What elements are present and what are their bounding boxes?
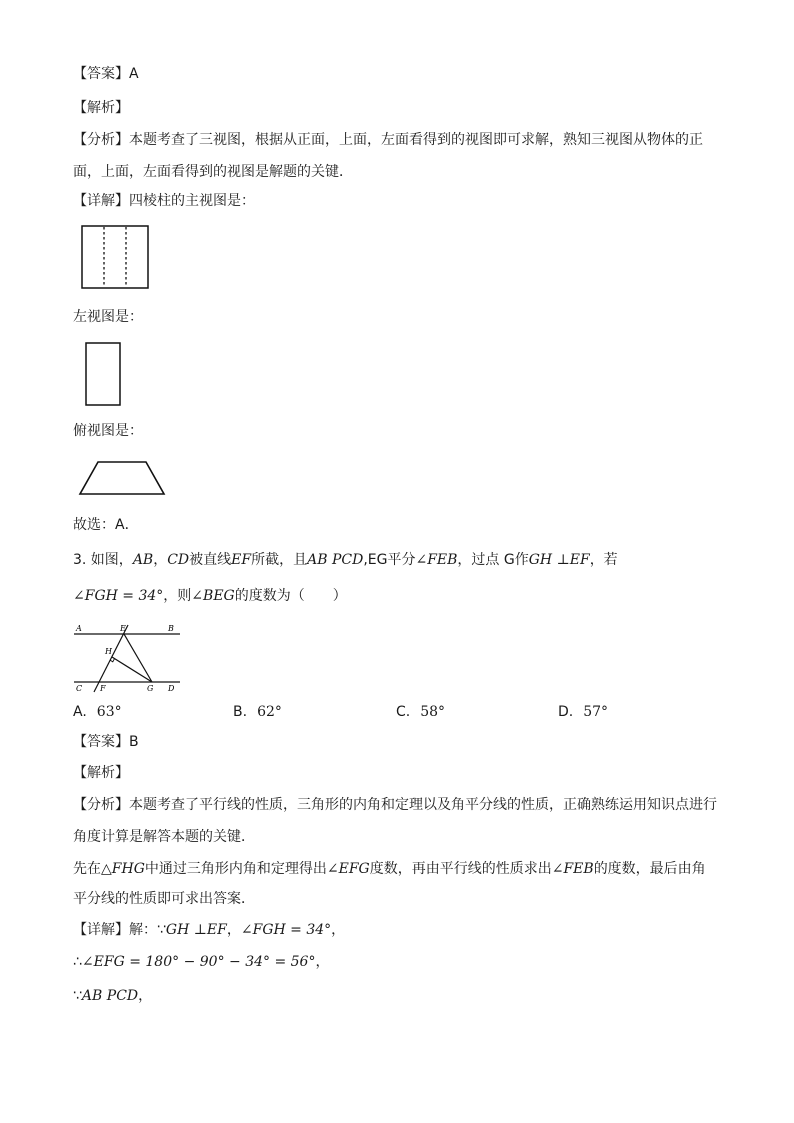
left-view-figure	[84, 341, 124, 407]
q2-left-view-label: 左视图是：	[73, 309, 143, 325]
label-e: E	[120, 624, 126, 633]
q2-detail-line: 【详解】四棱柱的主视图是：	[73, 193, 255, 209]
segment-gh	[112, 657, 152, 682]
option-c: C. 58°	[396, 704, 446, 720]
q3-stem-line2: ∠FGH = 34°，则∠BEG的度数为（ ）	[73, 588, 347, 604]
front-view-figure	[80, 224, 150, 290]
top-view-figure	[76, 459, 168, 499]
label-d: D	[168, 684, 175, 693]
q2-analysis-line2: 面，上面，左面看得到的视图是解题的关键．	[73, 164, 353, 180]
option-d: D. 57°	[558, 704, 609, 720]
front-view-outline	[82, 226, 148, 288]
option-b: B. 62°	[233, 704, 282, 720]
q3-detail-line3: ∵AB PCD，	[73, 988, 153, 1004]
label-g: G	[147, 684, 154, 693]
option-a: A. 63°	[73, 704, 122, 720]
q2-top-view-label: 俯视图是：	[73, 423, 143, 439]
q3-detail-line1: 【详解】解：∵GH ⊥EF，∠FGH = 34°，	[73, 922, 346, 938]
q3-analysis-heading: 【解析】	[73, 765, 129, 781]
label-c: C	[76, 684, 83, 693]
q3-answer: 【答案】B	[73, 734, 139, 750]
label-b: B	[168, 624, 174, 633]
q3-analysis-line3: 先在△FHG中通过三角形内角和定理得出∠EFG度数，再由平行线的性质求出∠FEB的度数，最后由角	[73, 861, 706, 877]
label-a: A	[76, 624, 82, 633]
top-view-trapezoid	[80, 462, 164, 494]
q3-geometry-figure	[72, 620, 184, 696]
q2-analysis-heading: 【解析】	[73, 100, 129, 116]
label-f: F	[100, 684, 106, 693]
q3-analysis-line4: 平分线的性质即可求出答案．	[73, 891, 255, 907]
segment-eg	[124, 634, 152, 682]
q2-analysis-line1: 【分析】本题考查了三视图，根据从正面，上面，左面看得到的视图即可求解，熟知三视图从物体的正	[73, 132, 703, 148]
q3-stem-line1: 3. 如图，AB，CD被直线EF所截，且AB PCD,EG平分∠FEB，过点 G作GH ⊥EF，若	[73, 552, 618, 568]
q3-detail-line2: ∴∠EFG = 180° − 90° − 34° = 56°，	[73, 954, 330, 970]
q2-answer: 【答案】A	[73, 66, 139, 82]
q3-analysis-line1: 【分析】本题考查了平行线的性质，三角形的内角和定理以及角平分线的性质，正确熟练运用知识点进行	[73, 797, 717, 813]
label-h: H	[105, 647, 112, 656]
left-view-outline	[86, 343, 120, 405]
q3-analysis-line2: 角度计算是解答本题的关键．	[73, 829, 255, 845]
q2-choice: 故选：A．	[73, 517, 139, 533]
